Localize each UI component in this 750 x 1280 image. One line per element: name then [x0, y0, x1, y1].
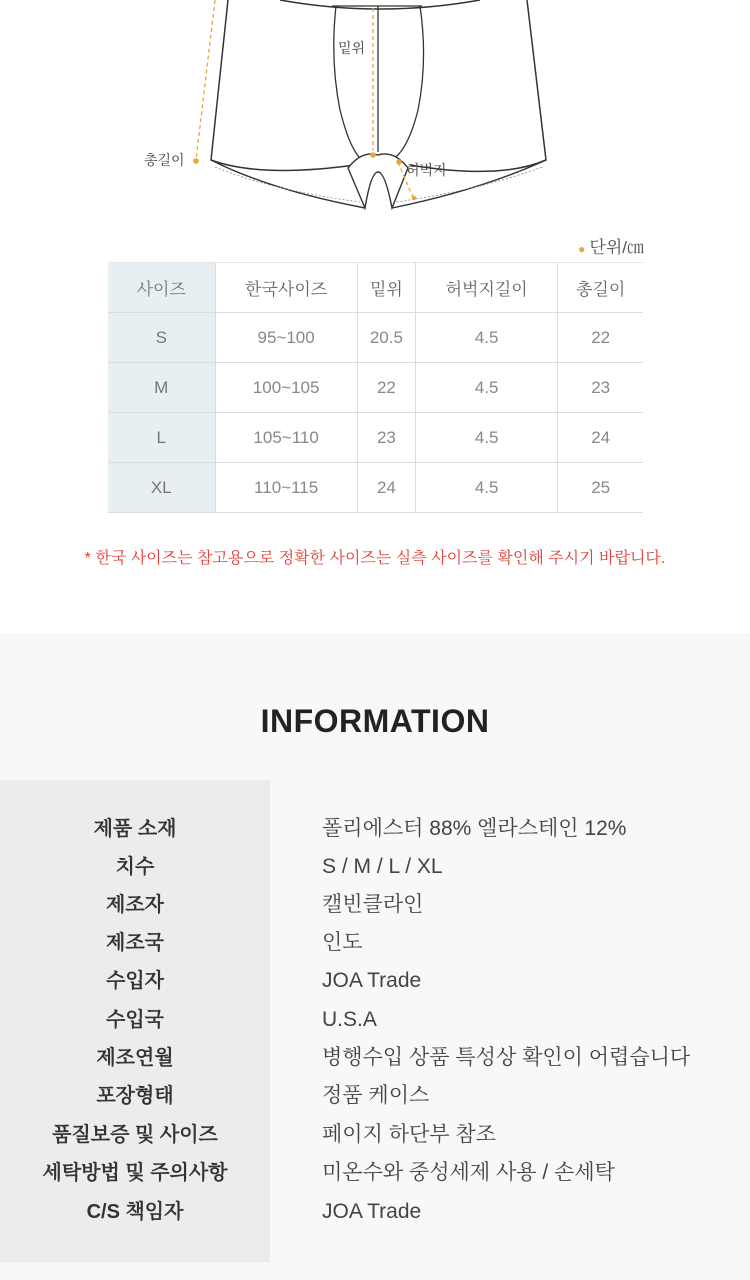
table-cell: 25	[558, 463, 643, 513]
information-title: INFORMATION	[260, 703, 490, 739]
thigh-label: 허벅지	[406, 162, 447, 178]
info-label: 세탁방법 및 주의사항	[42, 1162, 228, 1184]
bullet-icon: ●	[578, 241, 586, 256]
info-label: 제조국	[106, 932, 164, 954]
info-row	[0, 1001, 750, 1039]
info-value: 병행수입 상품 특성상 확인이 어렵습니다	[322, 1046, 691, 1069]
table-cell: 23	[357, 413, 415, 463]
boxer-diagram	[0, 0, 750, 220]
info-value: 페이지 하단부 참조	[322, 1123, 496, 1146]
size-guide-section	[0, 0, 750, 633]
info-row	[0, 1077, 750, 1115]
table-cell: S	[108, 313, 215, 363]
info-row	[0, 848, 750, 886]
size-table	[108, 262, 643, 513]
table-header: 한국사이즈	[215, 263, 357, 313]
info-row	[0, 1039, 750, 1077]
unit-label	[578, 233, 644, 258]
table-cell: 4.5	[416, 363, 558, 413]
table-header: 사이즈	[108, 263, 215, 313]
unit-text: 단위/㎝	[589, 238, 644, 257]
info-label: 치수	[115, 856, 155, 878]
table-row	[108, 463, 643, 513]
table-cell: 20.5	[357, 313, 415, 363]
info-value: 캘빈클라인	[322, 893, 424, 916]
info-value: 미온수와 중성세제 사용 / 손세탁	[322, 1161, 615, 1184]
info-label: 포장형태	[96, 1085, 174, 1107]
info-row	[0, 962, 750, 1000]
table-cell: 22	[558, 313, 643, 363]
info-label: 제품 소재	[93, 818, 177, 840]
table-cell: M	[108, 363, 215, 413]
info-row	[0, 886, 750, 924]
table-cell: 24	[558, 413, 643, 463]
info-value: 폴리에스터 88% 엘라스테인 12%	[322, 817, 627, 840]
table-cell: 110~115	[215, 463, 357, 513]
table-cell: 100~105	[215, 363, 357, 413]
info-row	[0, 924, 750, 962]
size-note: * 한국 사이즈는 참고용으로 정확한 사이즈는 실측 사이즈를 확인해 주시기 바랍니다.	[84, 550, 666, 567]
info-value: 인도	[322, 931, 363, 954]
table-header: 밑위	[357, 263, 415, 313]
information-section	[0, 633, 750, 1280]
info-label: 수입국	[106, 1009, 164, 1031]
table-cell: 95~100	[215, 313, 357, 363]
info-label: 제조연월	[96, 1047, 174, 1069]
table-cell: 22	[357, 363, 415, 413]
info-label: 제조자	[106, 894, 164, 916]
info-label: 품질보증 및 사이즈	[52, 1124, 218, 1146]
table-cell: 23	[558, 363, 643, 413]
total-length-label: 총길이	[144, 152, 185, 168]
table-cell: 105~110	[215, 413, 357, 463]
info-value: U.S.A	[322, 1008, 377, 1031]
info-label: 수입자	[106, 970, 164, 992]
table-cell: 24	[357, 463, 415, 513]
info-value: 정품 케이스	[322, 1084, 430, 1107]
info-row	[0, 1154, 750, 1192]
table-cell: L	[108, 413, 215, 463]
table-cell: XL	[108, 463, 215, 513]
info-row	[0, 810, 750, 848]
info-row	[0, 1116, 750, 1154]
table-row	[108, 413, 643, 463]
table-cell: 4.5	[416, 463, 558, 513]
table-cell: 4.5	[416, 413, 558, 463]
info-value: S / M / L / XL	[322, 855, 443, 878]
info-value: JOA Trade	[322, 1200, 422, 1223]
info-row	[0, 1193, 750, 1231]
table-cell: 4.5	[416, 313, 558, 363]
info-label: C/S 책임자	[86, 1201, 184, 1223]
table-row	[108, 313, 643, 363]
info-value: JOA Trade	[322, 969, 422, 992]
rise-label: 밑위	[338, 40, 366, 56]
table-header: 총길이	[558, 263, 643, 313]
table-header: 허벅지길이	[416, 263, 558, 313]
table-row	[108, 363, 643, 413]
table-header-row	[108, 263, 643, 313]
